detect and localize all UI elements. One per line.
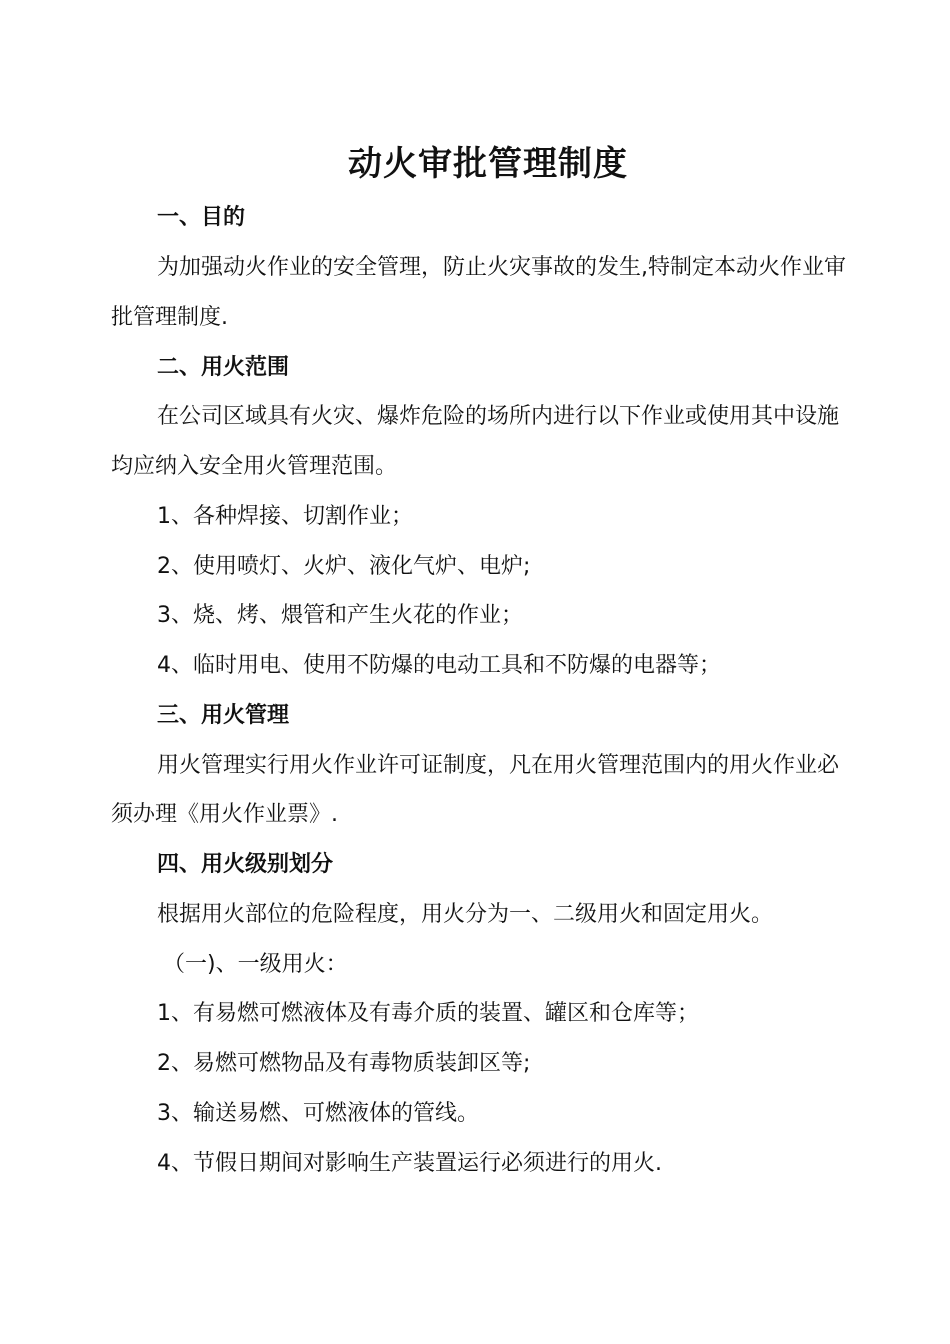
list-item: 3、烧、烤、煨管和产生火花的作业； xyxy=(157,603,523,628)
section-heading-levels: 四、用火级别划分 xyxy=(157,852,334,877)
management-paragraph-line-2: 须办理《用火作业票》. xyxy=(111,802,338,827)
section-heading-scope: 二、用火范围 xyxy=(157,355,290,380)
purpose-paragraph-line-1: 为加强动火作业的安全管理，防止火灾事故的发生,特制定本动火作业审 xyxy=(157,255,846,280)
purpose-paragraph-line-2: 批管理制度. xyxy=(111,305,228,330)
list-item: 1、有易燃可燃液体及有毒介质的装置、罐区和仓库等； xyxy=(157,1001,699,1026)
management-paragraph-line-1: 用火管理实行用火作业许可证制度，凡在用火管理范围内的用火作业必 xyxy=(157,753,840,778)
scope-paragraph-line-1: 在公司区域具有火灾、爆炸危险的场所内进行以下作业或使用其中设施 xyxy=(157,404,840,429)
list-item: 4、临时用电、使用不防爆的电动工具和不防爆的电器等； xyxy=(157,653,721,678)
list-item: 2、使用喷灯、火炉、液化气炉、电炉; xyxy=(157,554,531,579)
list-item: 4、节假日期间对影响生产装置运行必须进行的用火. xyxy=(157,1151,662,1176)
levels-paragraph-line-1: 根据用火部位的危险程度，用火分为一、二级用火和固定用火。 xyxy=(157,902,774,927)
list-item: 3、输送易燃、可燃液体的管线。 xyxy=(157,1101,479,1126)
list-item: 2、易燃可燃物品及有毒物质装卸区等; xyxy=(157,1051,531,1076)
scope-paragraph-line-2: 均应纳入安全用火管理范围。 xyxy=(111,454,398,479)
section-heading-purpose: 一、目的 xyxy=(157,205,246,230)
document-title: 动火审批管理制度 xyxy=(348,144,628,184)
list-item: 1、各种焊接、切割作业； xyxy=(157,504,413,529)
section-heading-management: 三、用火管理 xyxy=(157,703,290,728)
levels-sub-heading: （一)、一级用火： xyxy=(163,952,348,977)
